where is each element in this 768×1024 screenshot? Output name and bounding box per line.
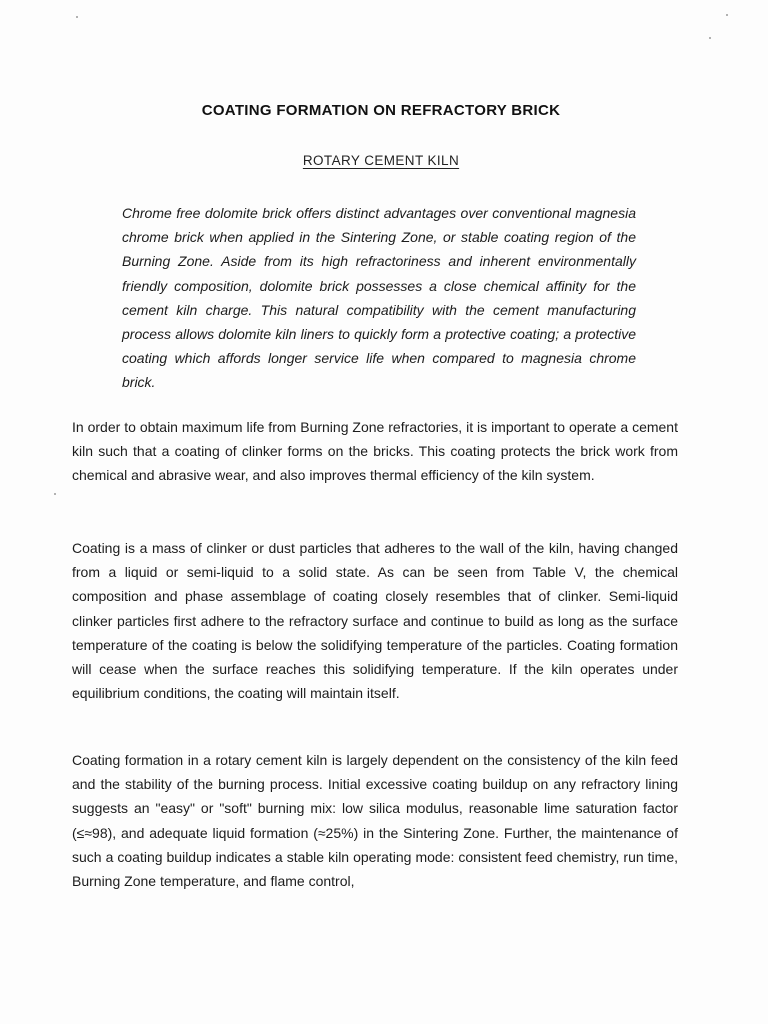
document-title: COATING FORMATION ON REFRACTORY BRICK bbox=[201, 102, 561, 119]
document-subtitle bbox=[0, 153, 762, 168]
body-paragraph-1: In order to obtain maximum life from Burning Zone refractories, it is important to operate a cement kiln such that a coating of clinker forms on the bricks. This coating protects the brick work from chemical and abrasive wear, and also improves thermal efficiency of the kiln system. bbox=[72, 419, 678, 484]
scan-speck bbox=[709, 37, 711, 39]
abstract-paragraph: Chrome free dolomite brick offers distinct advantages over conventional magnesia chrome brick when applied in the Sintering Zone, or stable coating region of the Burning Zone. Aside from its high refractoriness and inherent environmentally friendly composition, dolomite brick possesses a close chemical affinity for the cement kiln charge. This natural compatibility with the cement manufacturing process allows dolomite kiln liners to quickly form a protective coating; a protective coating which affords longer service life when compared to magnesia chrome brick. bbox=[122, 205, 636, 391]
body-paragraph-2: Coating is a mass of clinker or dust particles that adheres to the wall of the kiln, having changed from a liquid or semi-liquid to a solid state. As can be seen from Table V, the chemical composition and phase assemblage of coating closely resembles that of clinker. Semi-liquid clinker particles first adhere to the refractory surface and continue to build as long as the surface temperature of the coating is below the solidifying temperature of the particles. Coating formation will cease when the surface reaches this solidifying temperature. If the kiln operates under equilibrium conditions, the coating will maintain itself. bbox=[72, 540, 678, 702]
scan-speck bbox=[54, 493, 56, 495]
body-paragraph-3: Coating formation in a rotary cement kiln is largely dependent on the consistency of the kiln feed and the stability of the burning process. Initial excessive coating buildup on any refractory lining suggests an "easy" or "soft" burning mix: low silica modulus, reasonable lime saturation factor (≤≈98), and adequate liquid formation (≈25%) in the Sintering Zone. Further, the maintenance of such a coating buildup indicates a stable kiln operating mode: consistent feed chemistry, run time, Burning Zone temperature, and flame control, bbox=[72, 752, 678, 890]
document-subtitle-text: ROTARY CEMENT KILN bbox=[302, 153, 460, 168]
scan-speck bbox=[76, 16, 78, 18]
scan-speck bbox=[726, 14, 728, 16]
